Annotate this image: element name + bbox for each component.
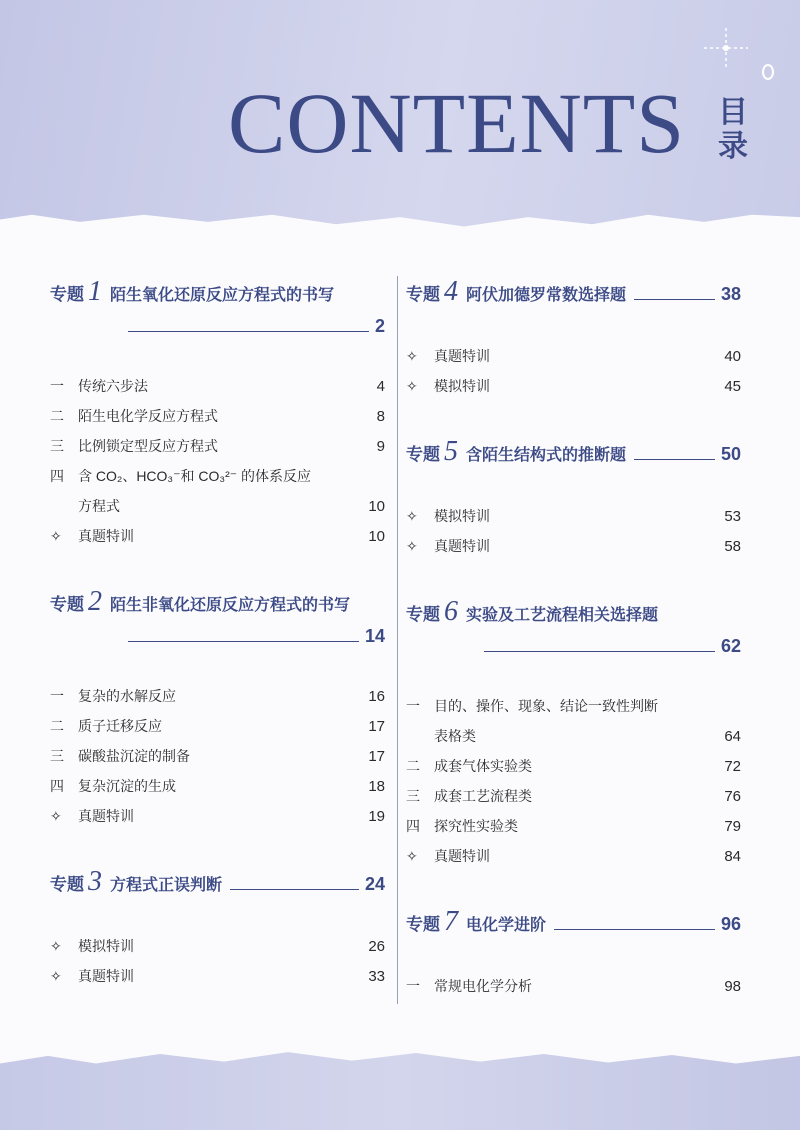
section-spacer: [406, 946, 741, 976]
topic-prefix: 专题: [50, 595, 84, 614]
topic-page: 62: [720, 636, 741, 656]
topic-page-line[interactable]: [406, 636, 741, 666]
dotted-leader: [554, 929, 715, 930]
section-spacer: [406, 666, 741, 696]
toc-item[interactable]: [406, 726, 741, 756]
topic-heading[interactable]: [406, 906, 741, 946]
topic-heading[interactable]: [406, 436, 741, 476]
topic-title: 电化学进阶: [466, 917, 547, 934]
toc-item[interactable]: [50, 526, 385, 556]
toc-item[interactable]: [406, 376, 741, 406]
item-marker: 四: [406, 818, 420, 834]
item-label: 陌生电化学反应方程式: [78, 408, 218, 424]
topic-page: 50: [720, 444, 741, 464]
item-marker: 一: [50, 688, 64, 704]
topic-title: 方程式正误判断: [110, 877, 223, 894]
item-page: 72: [724, 758, 741, 775]
item-label: 复杂的水解反应: [78, 688, 176, 704]
item-page: 58: [724, 538, 741, 555]
item-label: 真题特训: [78, 968, 134, 984]
right-column: [406, 276, 741, 1006]
item-marker: 三: [406, 788, 420, 804]
dotted-leader: [634, 459, 715, 460]
item-page: 98: [724, 978, 741, 995]
toc-item[interactable]: [406, 846, 741, 876]
section-spacer: [406, 316, 741, 346]
item-page: 16: [368, 688, 385, 705]
item-label: 真题特训: [434, 348, 490, 364]
toc-item[interactable]: [50, 746, 385, 776]
item-page: 4: [376, 378, 385, 395]
topic-title: 实验及工艺流程相关选择题: [466, 607, 659, 624]
toc-item[interactable]: [50, 936, 385, 966]
topic-page: 14: [364, 626, 385, 646]
item-label: 质子迁移反应: [78, 718, 162, 734]
dotted-leader: [128, 331, 369, 332]
item-marker: 一: [50, 378, 64, 394]
section-spacer: [50, 556, 385, 586]
section-spacer: [406, 566, 741, 596]
toc-item[interactable]: [406, 536, 741, 566]
item-label: 真题特训: [78, 808, 134, 824]
item-label: 真题特训: [434, 848, 490, 864]
section-spacer: [406, 406, 741, 436]
toc-item[interactable]: [406, 976, 741, 1006]
item-page: 26: [368, 938, 385, 955]
item-page: 17: [368, 718, 385, 735]
dotted-leader: [128, 641, 359, 642]
item-marker: 二: [50, 408, 64, 424]
toc-item[interactable]: [406, 816, 741, 846]
toc-item[interactable]: [50, 436, 385, 466]
item-label: 真题特训: [78, 528, 134, 544]
topic-page-line[interactable]: [50, 316, 385, 346]
sparkle-decoration-icon: [690, 20, 780, 90]
column-divider: [397, 276, 398, 1004]
item-marker: 三: [50, 748, 64, 764]
item-label: 模拟特训: [434, 378, 490, 394]
topic-page: 24: [364, 874, 385, 894]
item-marker: ✧: [50, 528, 62, 544]
item-marker: 三: [50, 438, 64, 454]
dotted-leader: [484, 651, 715, 652]
item-page: 33: [368, 968, 385, 985]
toc-item[interactable]: [406, 696, 741, 726]
topic-prefix: 专题: [50, 875, 84, 894]
toc-item[interactable]: [50, 466, 385, 496]
topic-heading[interactable]: [406, 596, 741, 636]
item-page: 76: [724, 788, 741, 805]
item-page: 19: [368, 808, 385, 825]
section-spacer: [406, 876, 741, 906]
item-marker: 四: [50, 778, 64, 794]
topic-number: 5: [444, 436, 458, 467]
section-spacer: [50, 656, 385, 686]
topic-number: 3: [88, 866, 102, 897]
item-label: 表格类: [434, 728, 476, 744]
footer-banner: [0, 1035, 800, 1130]
item-label: 碳酸盐沉淀的制备: [78, 748, 190, 764]
topic-page: 38: [720, 284, 741, 304]
topic-prefix: 专题: [50, 285, 84, 304]
toc-item[interactable]: [50, 686, 385, 716]
toc-item[interactable]: [406, 346, 741, 376]
topic-prefix: 专题: [406, 285, 440, 304]
item-page: 53: [724, 508, 741, 525]
section-spacer: [50, 906, 385, 936]
item-page: 9: [376, 438, 385, 455]
item-label: 常规电化学分析: [434, 978, 532, 994]
toc-item[interactable]: [50, 716, 385, 746]
item-page: 45: [724, 378, 741, 395]
item-marker: ✧: [406, 378, 418, 394]
item-label: 目的、操作、现象、结论一致性判断: [434, 698, 658, 714]
item-marker: 二: [50, 718, 64, 734]
item-label: 方程式: [78, 498, 120, 514]
item-marker: ✧: [50, 808, 62, 824]
item-page: 79: [724, 818, 741, 835]
toc-item[interactable]: [50, 966, 385, 996]
topic-prefix: 专题: [406, 915, 440, 934]
topic-prefix: 专题: [406, 445, 440, 464]
topic-number: 6: [444, 596, 458, 627]
item-marker: 二: [406, 758, 420, 774]
item-label: 模拟特训: [78, 938, 134, 954]
item-marker: ✧: [406, 538, 418, 554]
section-spacer: [50, 346, 385, 376]
page-title: CONTENTS: [228, 75, 686, 171]
topic-number: 2: [88, 586, 102, 617]
topic-title: 含陌生结构式的推断题: [466, 447, 627, 464]
item-page: 84: [724, 848, 741, 865]
toc-item[interactable]: [50, 776, 385, 806]
toc-item[interactable]: [406, 756, 741, 786]
page-title-cn: 目录: [718, 96, 748, 163]
dotted-leader: [634, 299, 715, 300]
toc-item[interactable]: [50, 406, 385, 436]
item-page: 10: [368, 498, 385, 515]
topic-heading[interactable]: [406, 276, 741, 316]
item-label: 传统六步法: [78, 378, 148, 394]
topic-number: 1: [88, 276, 102, 307]
item-page: 18: [368, 778, 385, 795]
toc-item[interactable]: [50, 376, 385, 406]
item-label: 真题特训: [434, 538, 490, 554]
topic-page: 2: [374, 316, 385, 336]
topic-title: 阿伏加德罗常数选择题: [466, 287, 627, 304]
topic-page: 96: [720, 914, 741, 934]
item-page: 64: [724, 728, 741, 745]
item-marker: 一: [406, 698, 420, 714]
topic-page-line[interactable]: [50, 626, 385, 656]
item-marker: ✧: [406, 508, 418, 524]
item-marker: ✧: [406, 848, 418, 864]
topic-title: 陌生非氧化还原反应方程式的书写: [110, 597, 351, 614]
toc-item[interactable]: [50, 806, 385, 836]
item-page: 8: [376, 408, 385, 425]
item-marker: ✧: [50, 938, 62, 954]
item-label: 探究性实验类: [434, 818, 518, 834]
left-column: [50, 276, 385, 996]
item-marker: 一: [406, 978, 420, 994]
topic-heading[interactable]: [50, 586, 385, 626]
section-spacer: [406, 476, 741, 506]
topic-prefix: 专题: [406, 605, 440, 624]
item-label: 成套气体实验类: [434, 758, 532, 774]
topic-number: 7: [444, 906, 458, 937]
item-page: 10: [368, 528, 385, 545]
item-page: 40: [724, 348, 741, 365]
dotted-leader: [230, 889, 359, 890]
item-label: 含 CO₂、HCO₃⁻和 CO₃²⁻ 的体系反应: [78, 468, 312, 484]
toc-item[interactable]: [406, 506, 741, 536]
toc-item[interactable]: [50, 496, 385, 526]
item-marker: ✧: [50, 968, 62, 984]
section-spacer: [50, 836, 385, 866]
item-marker: 四: [50, 468, 64, 484]
topic-heading[interactable]: [50, 276, 385, 316]
item-label: 模拟特训: [434, 508, 490, 524]
item-label: 比例锁定型反应方程式: [78, 438, 218, 454]
item-page: 17: [368, 748, 385, 765]
topic-title: 陌生氧化还原反应方程式的书写: [110, 287, 335, 304]
item-label: 复杂沉淀的生成: [78, 778, 176, 794]
topic-number: 4: [444, 276, 458, 307]
toc-item[interactable]: [406, 786, 741, 816]
item-label: 成套工艺流程类: [434, 788, 532, 804]
item-marker: ✧: [406, 348, 418, 364]
topic-heading[interactable]: [50, 866, 385, 906]
